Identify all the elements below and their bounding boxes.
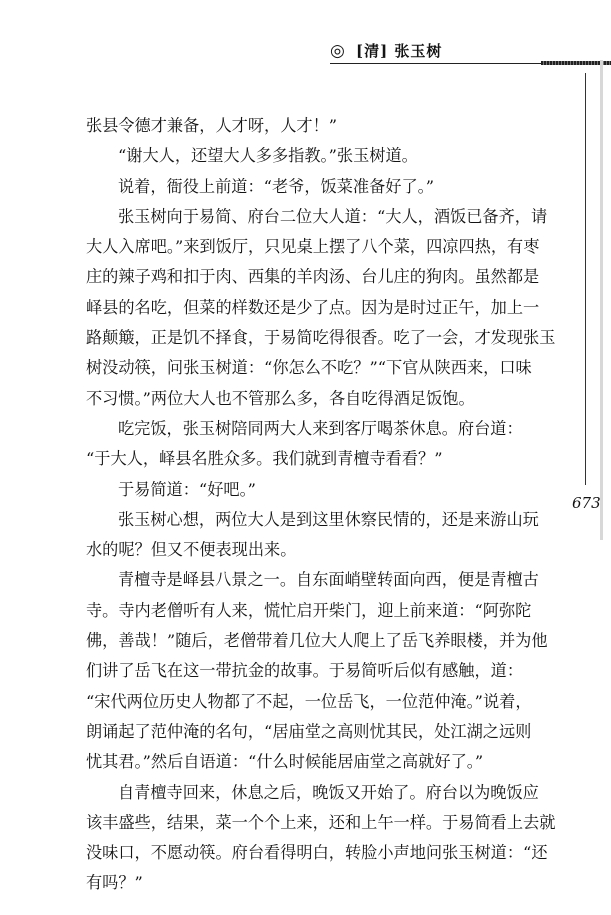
text-line: “谢大人，还望大人多多指教。”张玉树道。 [118,146,418,166]
text-line: 有吗？” [86,873,143,893]
text-line: “宋代两位历史人物都了不起，一位岳飞，一位范仲淹。”说着， [86,691,532,711]
text-line: 水的呢？但又不便表现出来。 [86,540,297,560]
text-line: 说着，衙役上前道：“老爷，饭菜准备好了。” [118,176,435,196]
text-line: “于大人，峄县名胜众多。我们就到青檀寺看看？” [86,449,443,469]
page-number: 673 [572,494,601,512]
text-line: 张玉树向于易简、府台二位大人道：“大人，酒饭已备齐，请 [118,206,548,226]
text-line: 忧其君。”然后自语道：“什么时候能居庙堂之高就好了。” [86,752,484,772]
text-line: 树没动筷，问张玉树道：“你怎么不吃？”“下官从陕西来，口味 [86,358,532,378]
text-line: 该丰盛些，结果，菜一个个上来，还和上午一样。于易简看上去就 [86,812,556,832]
running-header-title: [清] 张玉树 [356,42,443,60]
text-line: 们讲了岳飞在这一带抗金的故事。于易简听后似有感触，道： [86,661,524,681]
body-text [86,111,556,899]
text-line: 峄县的名吃，但菜的样数还是少了点。因为是时过正午，加上一 [86,297,540,317]
text-line: 于易简道：“好吧。” [118,479,256,499]
text-line: 没味口，不愿动筷。府台看得明白，转脸小声地问张玉树道：“还 [86,843,548,863]
header-symbol-icon: ◎ [330,41,345,61]
text-line: 自青檀寺回来，休息之后，晚饭又开始了。府台以为晚饭应 [118,782,539,802]
text-line: 路颠簸，正是饥不择食，于易简吃得很香。吃了一会，才发现张玉 [86,328,556,348]
text-line: 寺。寺内老僧听有人来，慌忙启开柴门，迎上前来道：“阿弥陀 [86,600,532,620]
text-line: 吃完饭，张玉树陪同两大人来到客厅喝茶休息。府台道： [118,418,523,438]
text-line: 张玉树心想，两位大人是到这里休察民情的，还是来游山玩 [118,509,539,529]
text-line: 庄的辣子鸡和扣于肉、西集的羊肉汤、台儿庄的狗肉。虽然都是 [86,267,540,287]
text-line: 佛，善哉！”随后，老僧带着几位大人爬上了岳飞养眼楼，并为他 [86,631,548,651]
text-line: 不习惯。”两位大人也不管那么多，各自吃得酒足饭饱。 [86,388,475,408]
text-line: 青檀寺是峄县八景之一。自东面峭壁转面向西，便是青檀古 [118,570,539,590]
text-line: 张县令德才兼备，人才呀，人才！” [86,116,338,135]
header-rule [330,63,542,64]
side-rule [585,73,586,485]
scan-edge-mark [600,60,603,540]
text-line: 大人入席吧。”来到饭厅，只见桌上摆了八个菜，四凉四热，有枣 [86,237,540,257]
text-line: 朗诵起了范仲淹的名句，“居庙堂之高则忧其民，处江湖之远则 [86,721,532,741]
